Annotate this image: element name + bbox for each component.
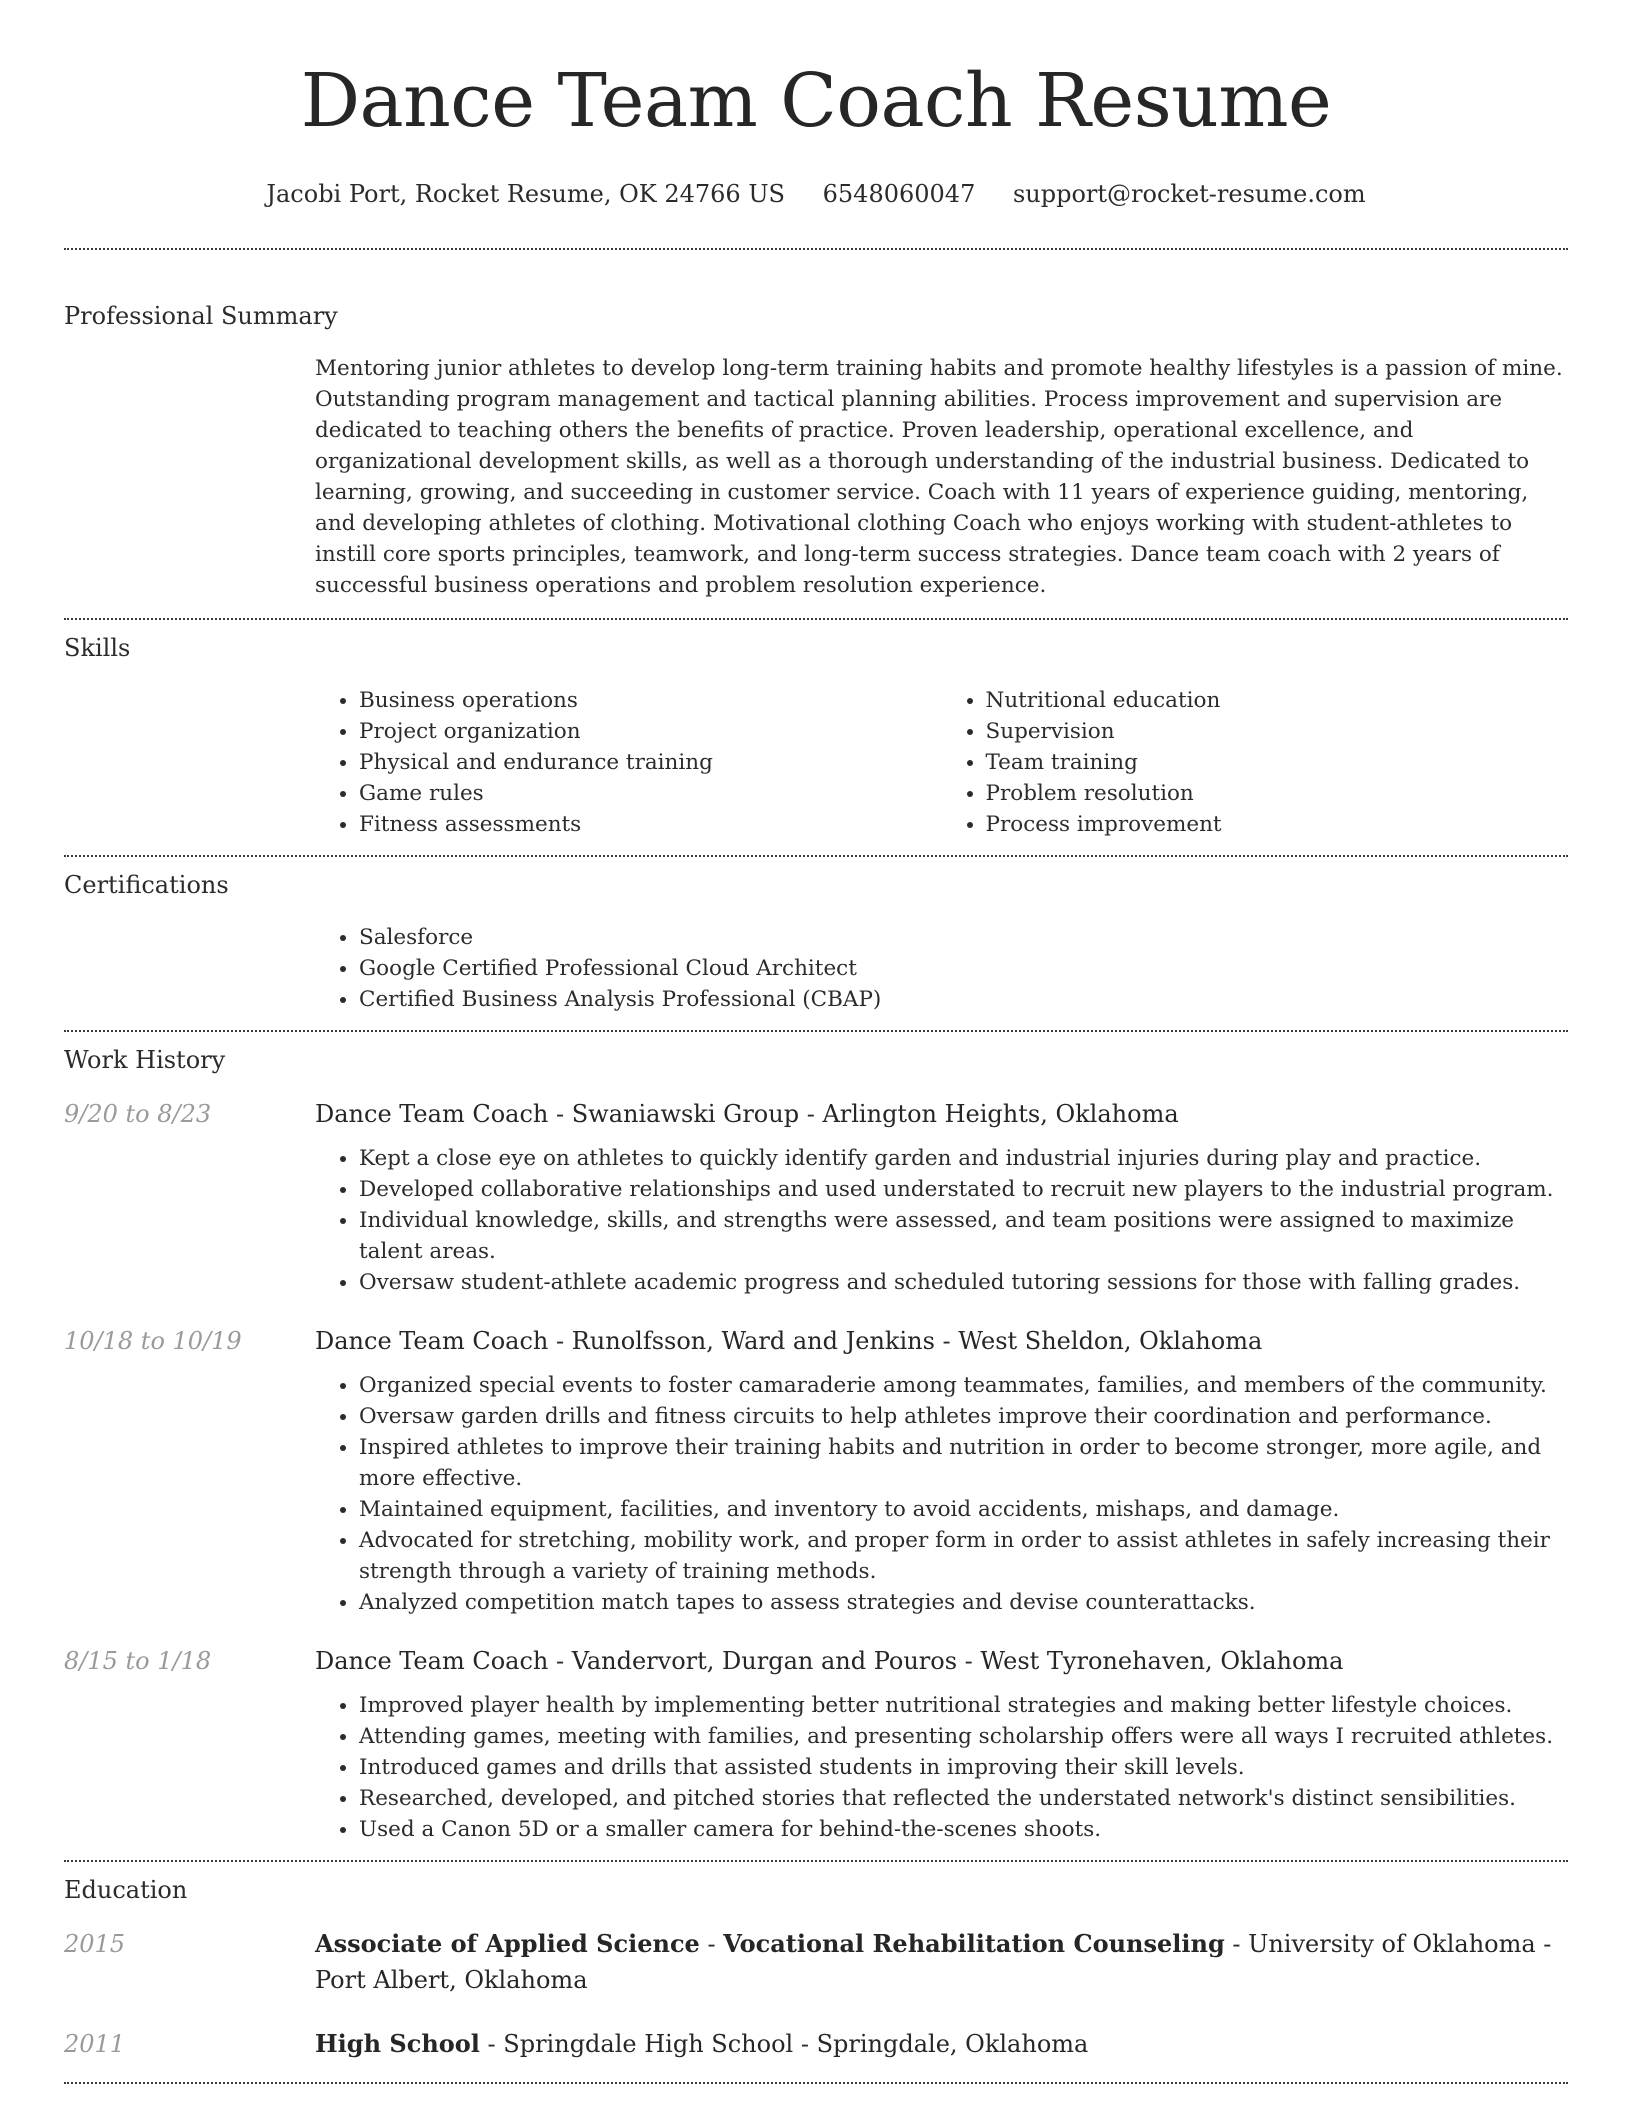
job-details (315, 1370, 1568, 1618)
job-bullet: • Inspired athletes to improve their training habits and nutrition in order to become stronger, more agile, and more effective. (359, 1432, 1568, 1494)
separator: - (548, 1100, 572, 1128)
skill-item: • Process improvement (986, 809, 1569, 840)
education-title-line (315, 1926, 1568, 1998)
job-title: Dance Team Coach (315, 1100, 549, 1128)
certification-item: • Google Certified Professional Cloud Architect (359, 953, 1568, 984)
job-bullet: • Introduced games and drills that assisted students in improving their skill levels. (359, 1752, 1568, 1783)
certification-item: • Certified Business Analysis Professional (CBAP) (359, 984, 1568, 1015)
job-header (64, 1643, 1568, 1679)
job-bullets (315, 1690, 1568, 1845)
job-date: 9/20 to 8/23 (64, 1100, 212, 1128)
contact-phone: 6548060047 (822, 180, 976, 208)
section-title-education: Education (64, 1876, 188, 1904)
job-bullets (315, 1143, 1568, 1298)
education-title-line (315, 2026, 1088, 2062)
job-entry (64, 1096, 1568, 1298)
skill-item: • Business operations (359, 685, 942, 716)
contact-address: Jacobi Port, Rocket Resume, OK 24766 US (266, 180, 785, 208)
job-details (315, 1690, 1568, 1845)
job-bullet: • Attending games, meeting with families, and presenting scholarship offers were all ways I recruited athletes. (359, 1721, 1568, 1752)
job-bullet: • Developed collaborative relationships and used understated to recruit new players to the industrial program. (359, 1174, 1568, 1205)
education-entry (64, 2026, 1568, 2082)
separator: - (793, 2030, 817, 2058)
summary-text: Mentoring junior athletes to develop long-term training habits and promote healthy lifestyles is a passion of mine. Outstanding program management and tactical planning abilities. Process improvement and supervision are dedicated to teaching others the benefits of practice. Proven leadership, operational excellence, and organizational development skills, as well as a thorough understanding of the industrial business. Dedicated to learning, growing, and succeeding in customer service. Coach with 11 years of experience guiding, mentoring, and developing athletes of clothing. Motivational clothing Coach who enjoys working with student-athletes to instill core sports principles, teamwork, and long-term success strategies. Dance team coach with 2 years of successful business operations and problem resolution experience. (315, 356, 1563, 598)
section-title-summary: Professional Summary (64, 302, 338, 330)
job-bullet: • Maintained equipment, facilities, and inventory to avoid accidents, mishaps, and damage. (359, 1494, 1568, 1525)
section-summary (64, 250, 1568, 618)
skill-item: • Physical and endurance training (359, 747, 942, 778)
job-title-line (315, 1323, 1262, 1359)
separator: - (934, 1327, 959, 1355)
skill-item: • Nutritional education (986, 685, 1569, 716)
job-bullet: • Advocated for stretching, mobility work, and proper form in order to assist athletes in safely increasing their strength through a variety of training methods. (359, 1525, 1568, 1587)
separator: - (957, 1647, 981, 1675)
skills-columns (315, 685, 1568, 855)
job-company: Vandervort, Durgan and Pouros (571, 1647, 958, 1675)
education-date: 2015 (64, 1930, 126, 1958)
section-divider (64, 2082, 1568, 2084)
skill-item: • Supervision (986, 716, 1569, 747)
education-location: Port Albert, Oklahoma (315, 1966, 588, 1994)
section-title-certifications: Certifications (64, 871, 229, 899)
education-field: Vocational Rehabilitation Counseling (723, 1929, 1225, 1958)
separator: - (479, 2030, 504, 2058)
contact-line (64, 178, 1568, 210)
certifications-content (315, 922, 1568, 1030)
certifications-list (315, 922, 1568, 1015)
job-bullet: • Oversaw garden drills and fitness circuits to help athletes improve their coordination and performance. (359, 1401, 1568, 1432)
education-date: 2011 (64, 2030, 126, 2058)
section-work-history (64, 1032, 1568, 1860)
job-header (64, 1096, 1568, 1132)
job-company: Runolfsson, Ward and Jenkins (571, 1327, 935, 1355)
job-entry (64, 1643, 1568, 1860)
job-title-line (315, 1096, 1179, 1132)
job-title: Dance Team Coach (315, 1647, 549, 1675)
job-location: West Tyronehaven, Oklahoma (980, 1647, 1344, 1675)
skills-list-right (942, 685, 1569, 840)
section-certifications (64, 857, 1568, 1030)
job-entry (64, 1323, 1568, 1618)
skill-item: • Project organization (359, 716, 942, 747)
job-date: 10/18 to 10/19 (64, 1327, 242, 1355)
job-bullet: • Organized special events to foster camaraderie among teammates, families, and members of the community. (359, 1370, 1568, 1401)
section-education (64, 1862, 1568, 2082)
skills-list-left (315, 685, 942, 840)
section-skills (64, 620, 1568, 855)
skill-item: • Game rules (359, 778, 942, 809)
job-bullet: • Oversaw student-athlete academic progress and scheduled tutoring sessions for those with falling grades. (359, 1267, 1568, 1298)
job-bullet: • Improved player health by implementing better nutritional strategies and making better lifestyle choices. (359, 1690, 1568, 1721)
certification-item: • Salesforce (359, 922, 1568, 953)
education-entry (64, 1926, 1568, 1998)
job-header (64, 1323, 1568, 1359)
job-date: 8/15 to 1/18 (64, 1647, 212, 1675)
job-bullets (315, 1370, 1568, 1618)
job-title-line (315, 1643, 1344, 1679)
education-school: University of Oklahoma (1248, 1930, 1536, 1958)
section-title-skills: Skills (64, 634, 131, 662)
separator: - (1535, 1930, 1552, 1958)
job-location: West Sheldon, Oklahoma (958, 1327, 1263, 1355)
separator: - (548, 1647, 572, 1675)
contact-email: support@rocket-resume.com (1012, 180, 1366, 208)
job-company: Swaniawski Group (571, 1100, 800, 1128)
separator: - (1224, 1930, 1249, 1958)
page-title: Dance Team Coach Resume (300, 58, 1332, 144)
separator: - (699, 1930, 724, 1958)
separator: - (799, 1100, 823, 1128)
job-title: Dance Team Coach (315, 1327, 549, 1355)
education-degree: Associate of Applied Science (315, 1929, 700, 1958)
job-bullet: • Researched, developed, and pitched stories that reflected the understated network's distinct sensibilities. (359, 1783, 1568, 1814)
separator: - (548, 1327, 572, 1355)
education-school: Springdale High School (503, 2030, 794, 2058)
job-details (315, 1143, 1568, 1298)
job-bullet: • Analyzed competition match tapes to assess strategies and devise counterattacks. (359, 1587, 1568, 1618)
job-bullet: • Used a Canon 5D or a smaller camera for behind-the-scenes shoots. (359, 1814, 1568, 1845)
section-title-work: Work History (64, 1046, 226, 1074)
job-location: Arlington Heights, Oklahoma (822, 1100, 1179, 1128)
education-degree: High School (315, 2029, 480, 2058)
education-location: Springdale, Oklahoma (816, 2030, 1089, 2058)
job-bullet: • Kept a close eye on athletes to quickly identify garden and industrial injuries during play and practice. (359, 1143, 1568, 1174)
skill-item: • Team training (986, 747, 1569, 778)
skill-item: • Fitness assessments (359, 809, 942, 840)
skill-item: • Problem resolution (986, 778, 1569, 809)
job-bullet: • Individual knowledge, skills, and strengths were assessed, and team positions were assigned to maximize talent areas. (359, 1205, 1568, 1267)
